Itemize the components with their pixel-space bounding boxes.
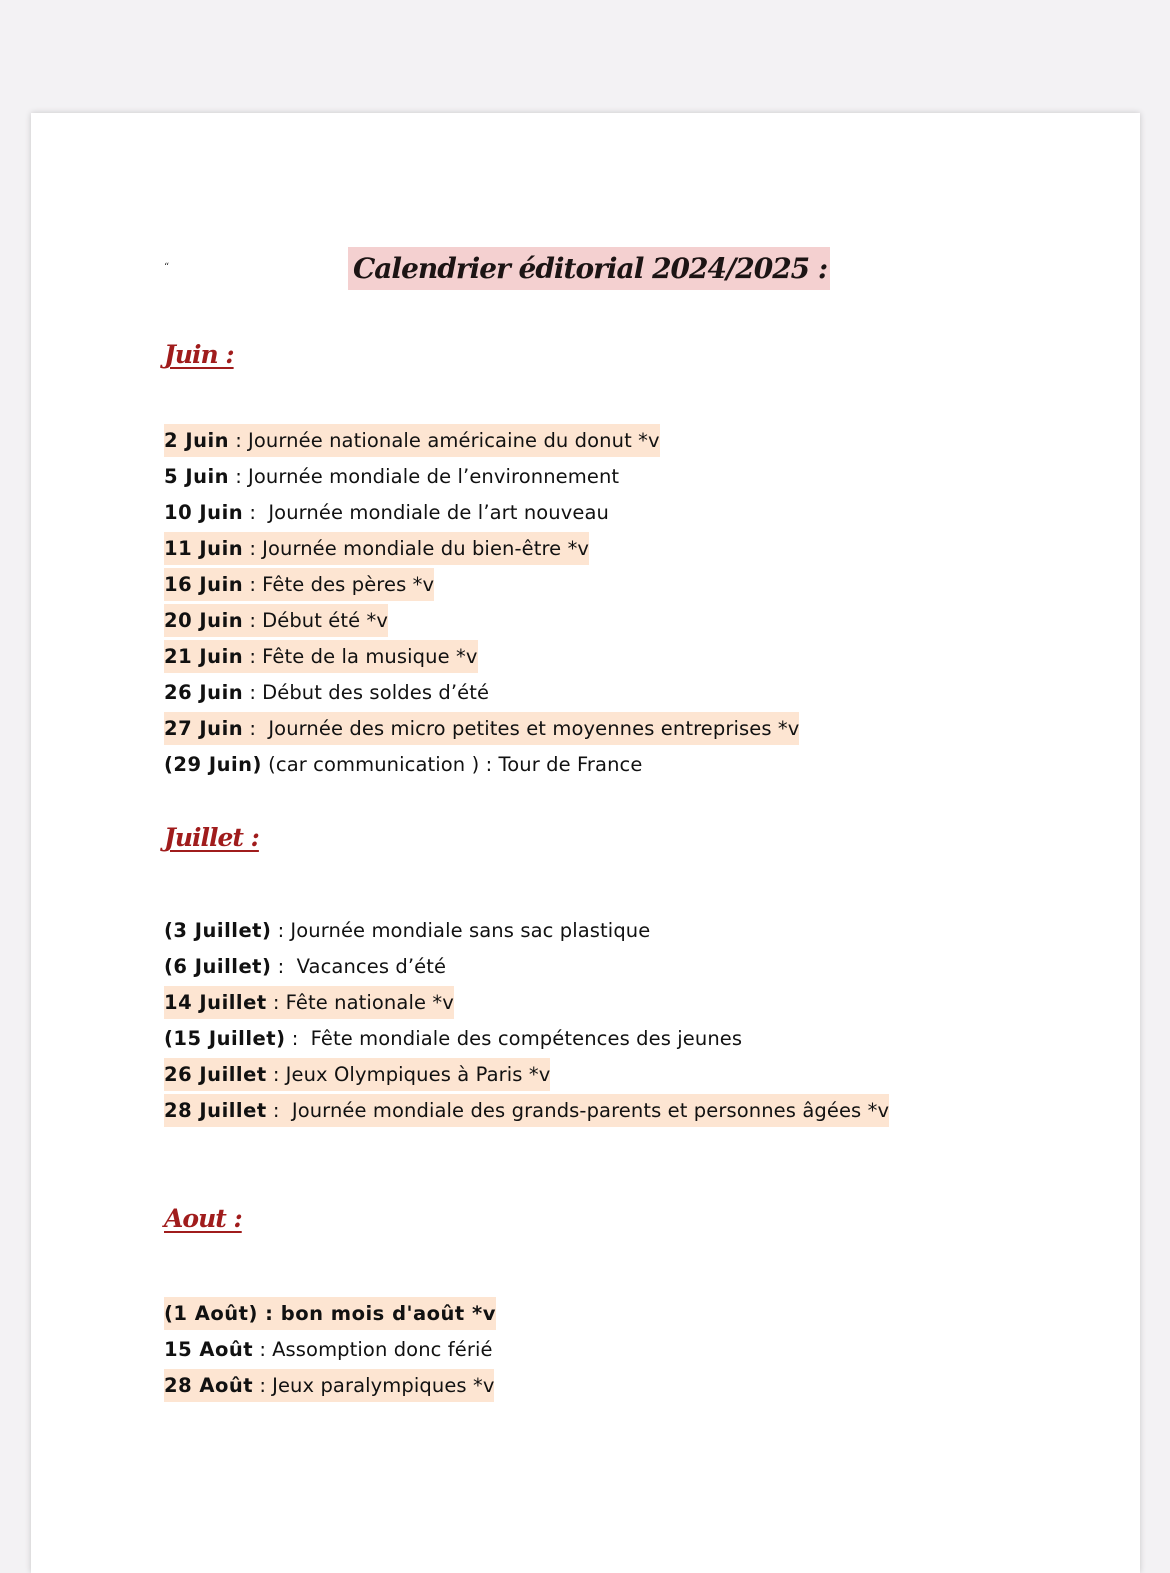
entry-separator: : — [253, 1374, 273, 1397]
calendar-entry — [164, 1368, 494, 1404]
entry-description: Assomption donc férié — [272, 1338, 493, 1361]
entry-description: Fête de la musique *v — [262, 645, 478, 668]
month-heading-aout: Aout : — [164, 1204, 242, 1233]
calendar-entry — [164, 531, 589, 567]
entry-line — [164, 424, 660, 457]
calendar-entry — [164, 423, 660, 459]
entry-date: 11 Juin — [164, 537, 244, 560]
entry-separator: : — [271, 919, 291, 942]
calendar-entry — [164, 1332, 493, 1368]
calendar-entry — [164, 1296, 496, 1332]
entry-line — [164, 604, 388, 637]
entry-line — [164, 986, 454, 1019]
entry-date: 10 Juin — [164, 501, 244, 524]
entry-separator: : — [243, 537, 263, 560]
entry-separator: : — [243, 501, 269, 524]
entry-separator: : — [266, 1099, 292, 1122]
entry-line — [164, 919, 650, 942]
calendar-entry — [164, 1093, 889, 1129]
entry-line — [164, 465, 619, 488]
entry-separator: : — [285, 1027, 311, 1050]
entry-separator: : — [229, 465, 249, 488]
entry-list-juin — [164, 423, 799, 783]
calendar-entry — [164, 675, 489, 711]
entry-description: Début été *v — [262, 609, 389, 632]
entry-list-aout — [164, 1296, 496, 1404]
entry-date: 28 Juillet — [164, 1099, 267, 1122]
entry-separator: : — [243, 717, 269, 740]
calendar-entry — [164, 747, 642, 783]
entry-line — [164, 1369, 494, 1402]
entry-description: (car communication ) : Tour de France — [268, 753, 643, 776]
entry-description: Journée nationale américaine du donut *v — [248, 429, 660, 452]
entry-date: 20 Juin — [164, 609, 244, 632]
calendar-entry — [164, 1057, 550, 1093]
entry-description: Journée mondiale sans sac plastique — [290, 919, 651, 942]
entry-line — [164, 1297, 496, 1330]
entry-separator: : — [243, 573, 263, 596]
entry-description: Fête des pères *v — [262, 573, 435, 596]
entry-description: Journée mondiale de l’environnement — [248, 465, 620, 488]
entry-date: (6 Juillet) — [164, 955, 272, 978]
entry-line — [164, 712, 799, 745]
entry-date: (3 Juillet) — [164, 919, 272, 942]
entry-separator: : — [229, 429, 249, 452]
entry-description: Journée des micro petites et moyennes entreprises *v — [268, 717, 800, 740]
calendar-entry — [164, 603, 388, 639]
entry-date: 16 Juin — [164, 573, 244, 596]
entry-line — [164, 640, 478, 673]
entry-description: Journée mondiale des grands-parents et personnes âgées *v — [291, 1099, 890, 1122]
quote-mark: “ — [164, 262, 170, 273]
entry-date: (1 Août) : bon mois d'août *v — [164, 1302, 496, 1325]
calendar-entry — [164, 711, 799, 747]
entry-date: 27 Juin — [164, 717, 244, 740]
entry-line — [164, 955, 446, 978]
entry-description: Fête nationale *v — [285, 991, 454, 1014]
entry-description: Début des soldes d’été — [262, 681, 490, 704]
entry-line — [164, 1058, 550, 1091]
entry-separator: : — [266, 991, 286, 1014]
calendar-entry — [164, 985, 454, 1021]
entry-date: 21 Juin — [164, 645, 244, 668]
entry-line — [164, 568, 434, 601]
entry-date: 28 Août — [164, 1374, 254, 1397]
entry-description: Journée mondiale du bien-être *v — [262, 537, 590, 560]
entry-line — [164, 532, 589, 565]
month-heading-juin: Juin : — [164, 340, 234, 369]
calendar-entry — [164, 639, 478, 675]
entry-date: 2 Juin — [164, 429, 230, 452]
entry-separator: : — [243, 681, 263, 704]
entry-date: 14 Juillet — [164, 991, 267, 1014]
calendar-entry — [164, 567, 434, 603]
entry-date: 15 Août — [164, 1338, 254, 1361]
calendar-entry — [164, 913, 650, 949]
entry-line — [164, 501, 609, 524]
entry-description: Jeux Olympiques à Paris *v — [285, 1063, 551, 1086]
entry-description: Jeux paralympiques *v — [272, 1374, 495, 1397]
entry-date: 26 Juillet — [164, 1063, 267, 1086]
entry-line — [164, 681, 489, 704]
calendar-entry — [164, 949, 446, 985]
calendar-entry — [164, 495, 609, 531]
entry-description: Vacances d’été — [296, 955, 447, 978]
entry-date: (29 Juin) — [164, 753, 262, 776]
entry-description: Fête mondiale des compétences des jeunes — [310, 1027, 743, 1050]
entry-list-juillet — [164, 913, 889, 1129]
entry-separator: : — [243, 609, 263, 632]
entry-separator: : — [253, 1338, 273, 1361]
entry-separator: : — [266, 1063, 286, 1086]
entry-line — [164, 1338, 493, 1361]
document-title: Calendrier éditorial 2024/2025 : — [348, 247, 830, 290]
entry-line — [164, 1094, 889, 1127]
entry-date: 5 Juin — [164, 465, 230, 488]
entry-line — [164, 1027, 742, 1050]
month-heading-juillet: Juillet : — [164, 823, 259, 852]
calendar-entry — [164, 459, 619, 495]
entry-date: 26 Juin — [164, 681, 244, 704]
entry-separator: : — [271, 955, 297, 978]
entry-date: (15 Juillet) — [164, 1027, 286, 1050]
entry-description: Journée mondiale de l’art nouveau — [268, 501, 610, 524]
entry-separator: : — [243, 645, 263, 668]
entry-line — [164, 753, 642, 776]
calendar-entry — [164, 1021, 742, 1057]
